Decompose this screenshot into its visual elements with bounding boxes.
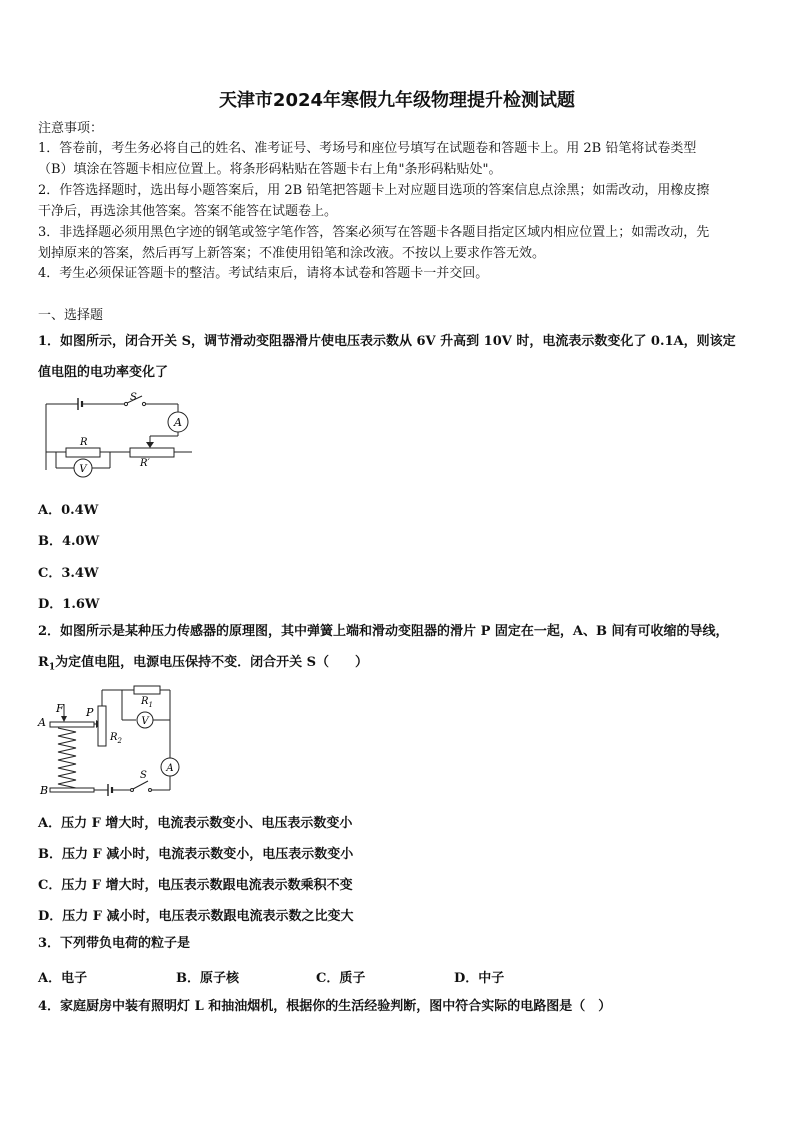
label-f: F [56, 702, 64, 715]
question-1-option-a[interactable]: A．0.4W [38, 503, 99, 518]
question-3-option-a[interactable]: A．电子 [38, 971, 88, 986]
resistor-r1 [134, 686, 160, 694]
label-b: B [40, 784, 49, 797]
question-1-circuit-diagram [42, 392, 202, 478]
question-2-text-cont [38, 655, 368, 676]
label-r2: $R_2$ [110, 732, 122, 745]
question-2-text-rest: 为定值电阻，电源电压保持不变．闭合开关 S（ ） [55, 655, 368, 670]
label-a: A [38, 716, 46, 729]
r1-symbol: R [38, 655, 49, 670]
question-1-text-cont: 值电阻的电功率变化了 [38, 365, 169, 380]
notice-line: （B）填涂在答题卡相应位置上。将条形码粘贴在答题卡右上角"条形码粘贴处"。 [38, 162, 502, 177]
page-title: 天津市2024年寒假九年级物理提升检测试题 [218, 90, 576, 111]
rheostat-label: R′ [140, 458, 150, 469]
force-arrow [61, 716, 67, 722]
notice-line: 划掉原来的答案，然后再写上新答案；不准使用铅笔和涂改液。不按以上要求作答无效。 [38, 246, 546, 261]
voltmeter-label: V [79, 464, 87, 475]
notice-line: 4．考生必须保证答题卡的整洁。考试结束后，请将本试卷和答题卡一并交回。 [38, 266, 489, 281]
section-heading: 一、选择题 [38, 308, 104, 323]
switch-label: S [140, 770, 147, 781]
question-2-text: 2．如图所示是某种压力传感器的原理图，其中弹簧上端和滑动变阻器的滑片 P 固定在一起，A、B 间有可收缩的导线， [38, 624, 729, 639]
question-2-option-b[interactable]: B．压力 F 减小时，电流表示数变小，电压表示数变小 [38, 847, 354, 862]
question-2-option-c[interactable]: C．压力 F 增大时，电压表示数跟电流表示数乘积不变 [38, 878, 353, 893]
r1-subscript: 1 [48, 662, 56, 673]
question-3-option-c[interactable]: C．质子 [316, 971, 366, 986]
question-3-text: 3．下列带负电荷的粒子是 [38, 936, 191, 951]
question-2-option-a[interactable]: A．压力 F 增大时，电流表示数变小、电压表示数变小 [38, 816, 353, 831]
question-1-option-d[interactable]: D．1.6W [38, 597, 100, 612]
notice-line: 3．非选择题必须用黑色字迹的钢笔或签字笔作答，答案必须写在答题卡各题目指定区域内相应位置上；如需改动，先 [38, 225, 710, 240]
resistor-label: R [80, 437, 88, 448]
notice-heading: 注意事项： [38, 121, 104, 136]
question-3-option-d[interactable]: D．中子 [454, 971, 505, 986]
rheostat [130, 448, 174, 457]
notice-line: 1．答卷前，考生务必将自己的姓名、准考证号、考场号和座位号填写在试题卷和答题卡上。用 2B 铅笔将试卷类型 [38, 141, 697, 156]
switch-symbol [133, 781, 148, 789]
question-3-option-b[interactable]: B．原子核 [176, 971, 239, 986]
fixed-resistor [66, 448, 100, 457]
rheostat-r2 [98, 706, 106, 746]
label-r1: $R_1$ [141, 696, 153, 709]
label-p: P [86, 706, 94, 719]
slider-arrow [146, 442, 154, 448]
question-1-text: 1．如图所示，闭合开关 S，调节滑动变阻器滑片使电压表示数从 6V 升高到 10V 时，电流表示数变化了 0.1A，则该定 [38, 334, 736, 349]
pressure-plate [50, 722, 94, 727]
notice-line: 干净后，再选涂其他答案。答案不能答在试题卷上。 [38, 204, 338, 219]
question-1-option-c[interactable]: C．3.4W [38, 566, 99, 581]
ammeter-label: A [166, 763, 174, 774]
question-4-text: 4．家庭厨房中装有照明灯 L 和抽油烟机，根据你的生活经验判断，图中符合实际的电路图是（ ） [38, 999, 612, 1014]
ammeter-label: A [174, 416, 182, 429]
base-plate [50, 788, 94, 792]
question-1-option-b[interactable]: B．4.0W [38, 534, 100, 549]
question-2-circuit-diagram [36, 682, 186, 798]
switch-label: S [130, 392, 137, 403]
spring [58, 728, 76, 788]
notice-line: 2．作答选择题时，选出每小题答案后，用 2B 铅笔把答题卡上对应题目选项的答案信息点涂黑；如需改动，用橡皮擦 [38, 183, 710, 198]
question-2-option-d[interactable]: D．压力 F 减小时，电压表示数跟电流表示数之比变大 [38, 909, 354, 924]
voltmeter-label: V [141, 716, 149, 727]
